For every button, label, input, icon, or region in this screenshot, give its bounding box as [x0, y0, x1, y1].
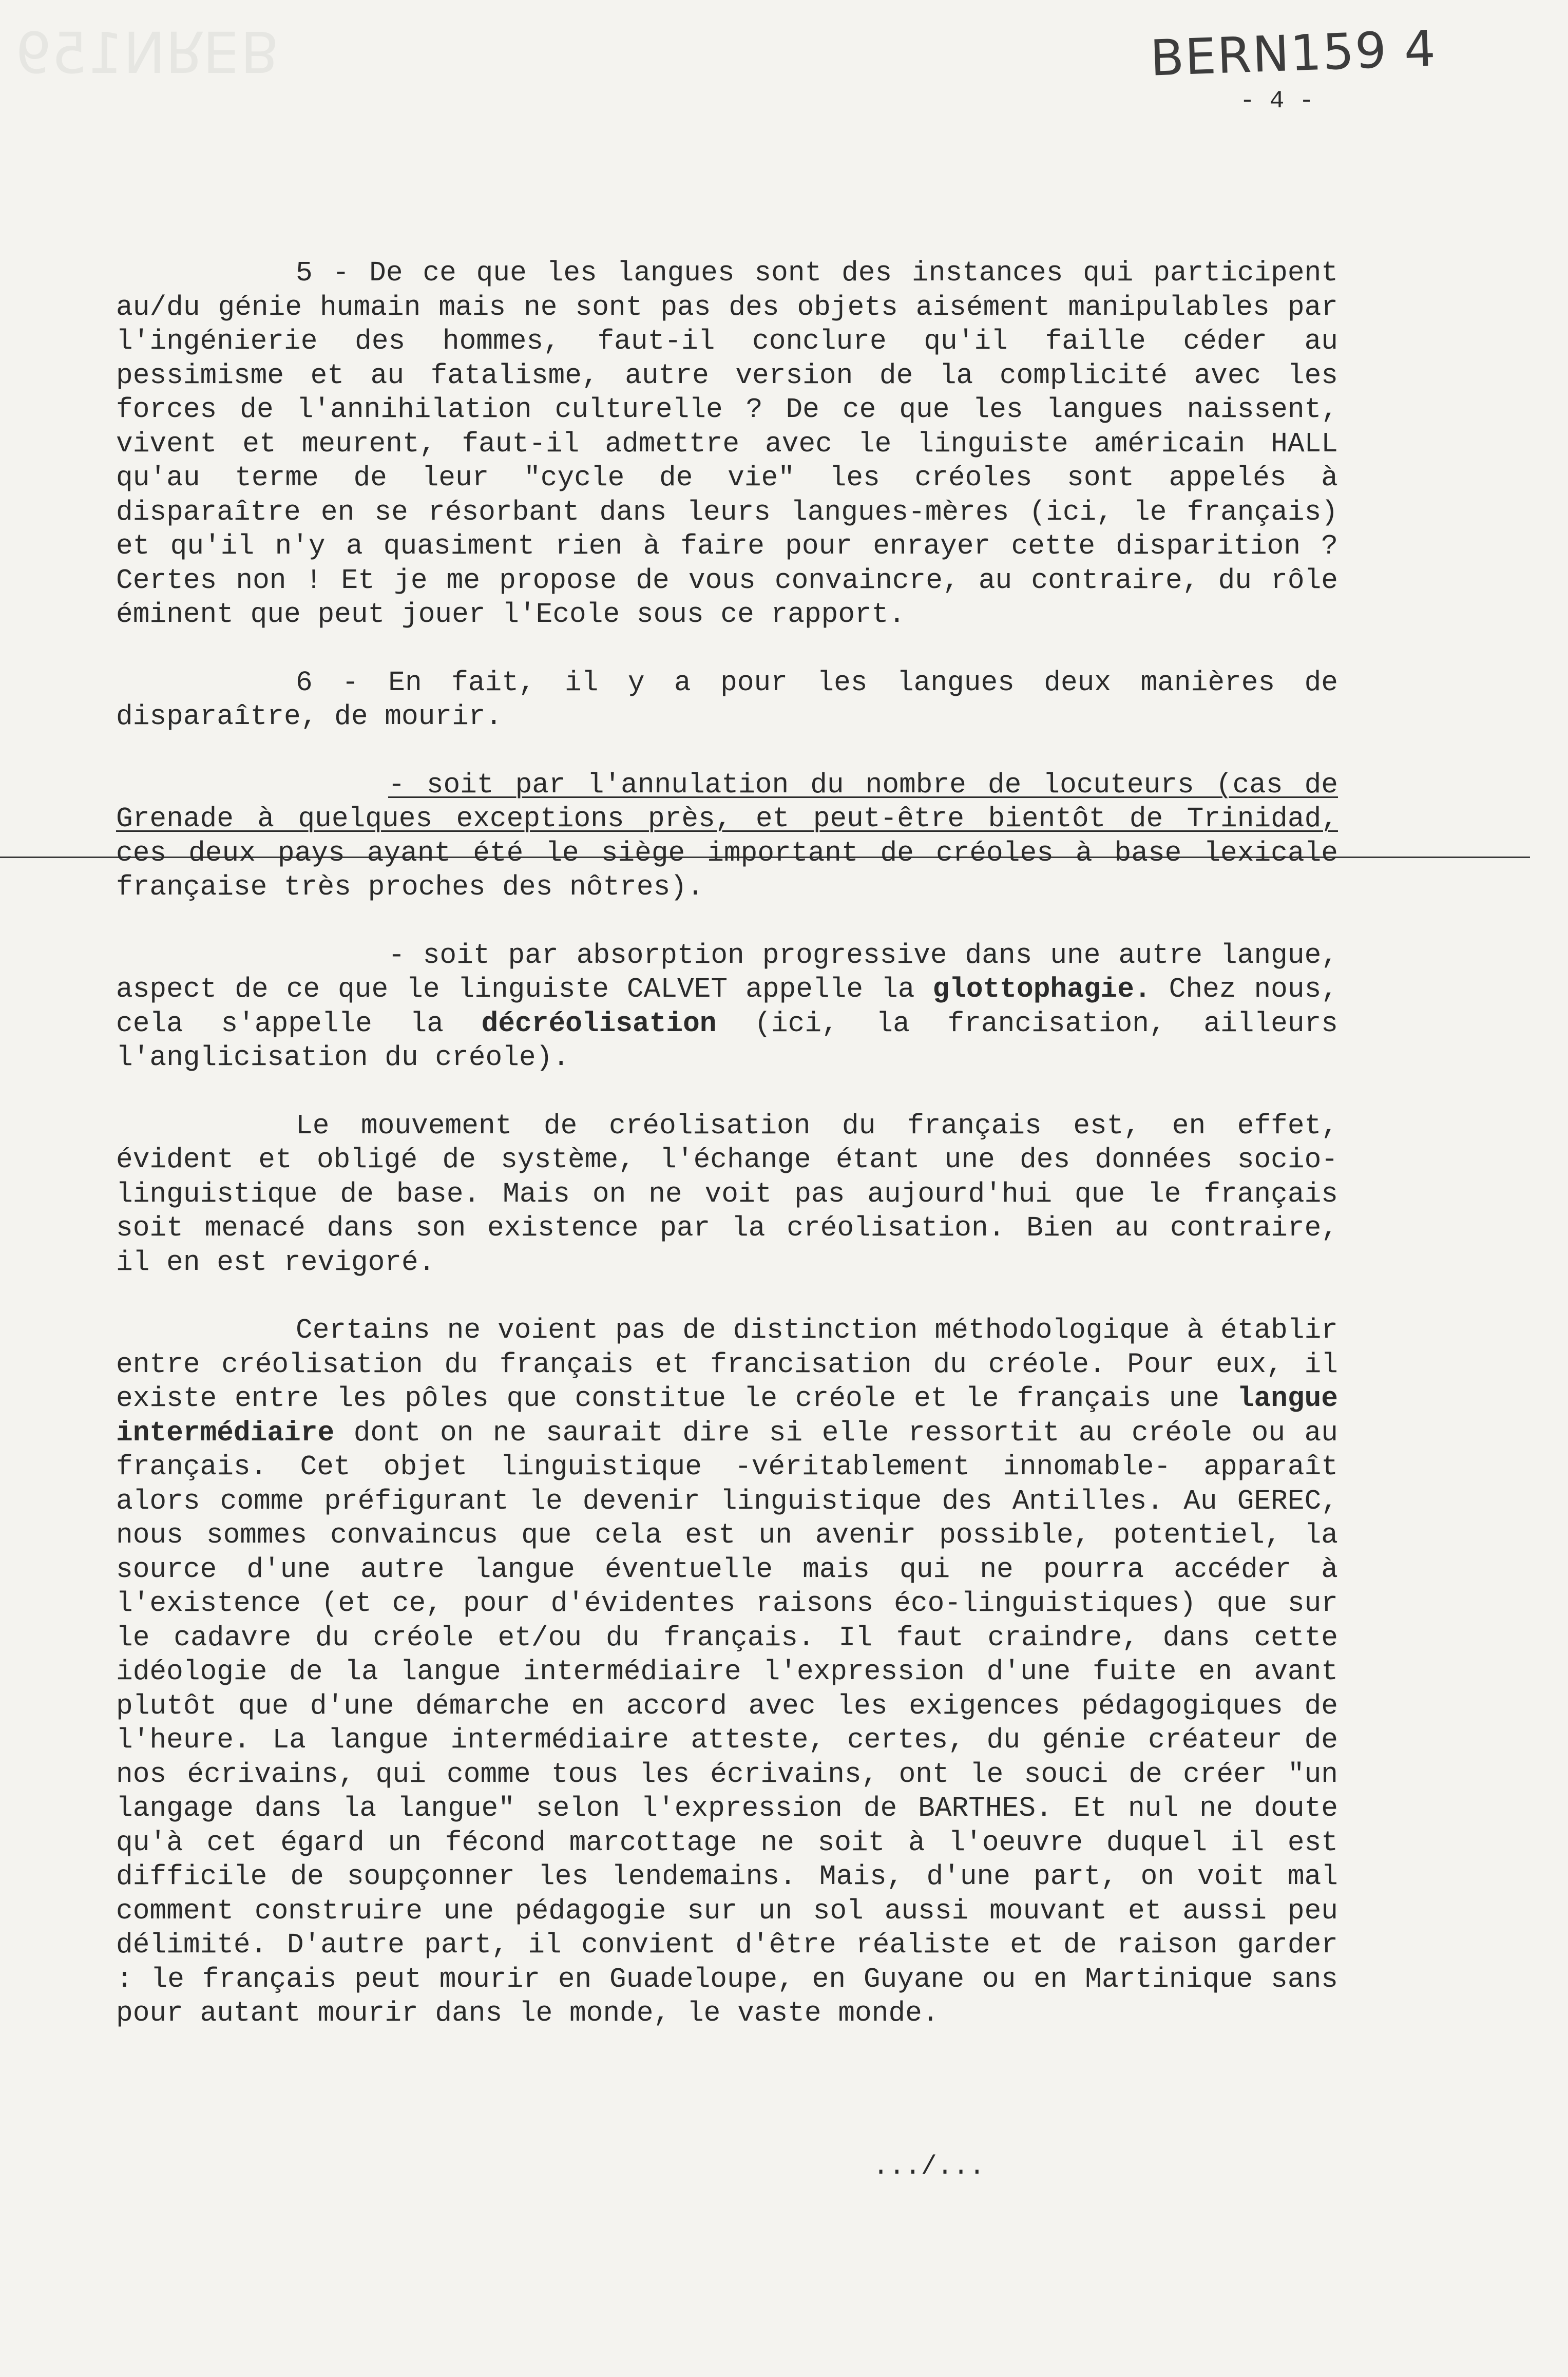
dash2-text-post: (ici, la francisation, ailleurs l'anglicisation du créole).	[116, 1008, 1338, 1074]
dash2-text-pre: - soit par absorption progressive dans une autre langue, aspect de ce que le linguiste CALVET appelle la	[116, 940, 1338, 1005]
dash-item-absorption	[116, 939, 1338, 1076]
paragraph-5: 5 - De ce que les langues sont des instances qui participent au/du génie humain mais ne sont pas des objets aisément manipulables par l'ingénierie des hommes, faut-il conclure qu'il faille céder au pessimisme et au fatalisme, autre version de la complicité avec les forces de l'annihilation culturelle ? De ce que les langues naissent, vivent et meurent, faut-il admettre avec le linguiste américain HALL qu'au terme de leur "cycle de vie" les créoles sont appelés à disparaître en se résorbant dans leurs langues-mères (ici, le français) et qu'il n'y a quasiment rien à faire pour enrayer cette disparition ? Certes non ! Et je me propose de vous convaincre, au contraire, du rôle éminent que peut jouer l'Ecole sous ce rapport.	[116, 258, 1338, 631]
dash-item-annulation	[116, 769, 1338, 905]
term-glottophagie: glottophagie.	[932, 974, 1151, 1005]
paragraph-6: 6 - En fait, il y a pour les langues deux manières de disparaître, de mourir.	[116, 667, 1338, 733]
certains-text-post: dont on ne saurait dire si elle ressortit au créole ou au français. Cet objet linguistique -véritablement innomable- apparaît alors comme préfigurant le devenir linguistique des Antilles. Au GEREC, nous sommes convaincus que cela est un avenir possible, potentiel, la source d'une autre langue éventuelle mais qui ne pourra accéder à l'existence (et ce, pour d'évidentes raisons éco-linguistiques) que sur le cadavre du créole et/ou du français. Il faut craindre, dans cette idéologie de la langue intermédiaire l'expression d'une fuite en avant plutôt que d'une démarche en accord avec les exigences pédagogiques de l'heure. La langue intermédiaire atteste, certes, du génie créateur de nos écrivains, qui comme tous les écrivains, ont le souci de créer "un langage dans la langue" selon l'expression de BARTHES. Et nul ne doute qu'à cet égard un fécond marcottage ne soit à l'oeuvre duquel il est difficile de soupçonner les lendemains. Mais, d'une part, on voit mal comment construire une pédagogie sur un sol aussi mouvant et aussi peu délimité. D'autre part, il convient d'être réaliste et de raison garder : le français peut mourir en Guadeloupe, en Guyane ou en Martinique sans pour autant mourir dans le monde, le vaste monde.	[116, 1417, 1338, 2029]
paragraph-certains	[116, 1314, 1338, 2031]
term-decreolisation: décréolisation	[481, 1008, 717, 1040]
page-number: - 4 -	[1240, 87, 1314, 115]
certains-text-pre: Certains ne voient pas de distinction méthodologique à établir entre créolisation du français et francisation du créole. Pour eux, il existe entre les pôles que constitue le créole et le français une	[116, 1315, 1338, 1415]
paragraph-mouvement: Le mouvement de créolisation du français est, en effet, évident et obligé de système, l'échange étant une des données socio-linguistique de base. Mais on ne voit pas aujourd'hui que le français soit menacé dans son existence par la créolisation. Bien au contraire, il en est revigoré.	[116, 1110, 1338, 1279]
document-body	[116, 257, 1338, 2031]
term-langue-intermediaire: langue intermédiaire	[116, 1383, 1338, 1449]
dash-item-annulation-rest: ces deux pays ayant été le siège important de créoles à base lexicale française très proches des nôtres).	[116, 838, 1338, 903]
continuation-mark: .../...	[873, 2152, 985, 2182]
dash-item-annulation-first: - soit par l'annulation du nombre de locuteurs (cas de Grenade à quelques exceptions près, et peut-être bientôt de Trinidad,	[116, 769, 1338, 835]
dash2-text-mid: Chez nous, cela s'appelle la	[116, 974, 1338, 1040]
archive-reference: BERN159 4	[1149, 20, 1438, 87]
bleed-through-mark: ꓭ∃ꓤꓠ159	[15, 21, 279, 86]
